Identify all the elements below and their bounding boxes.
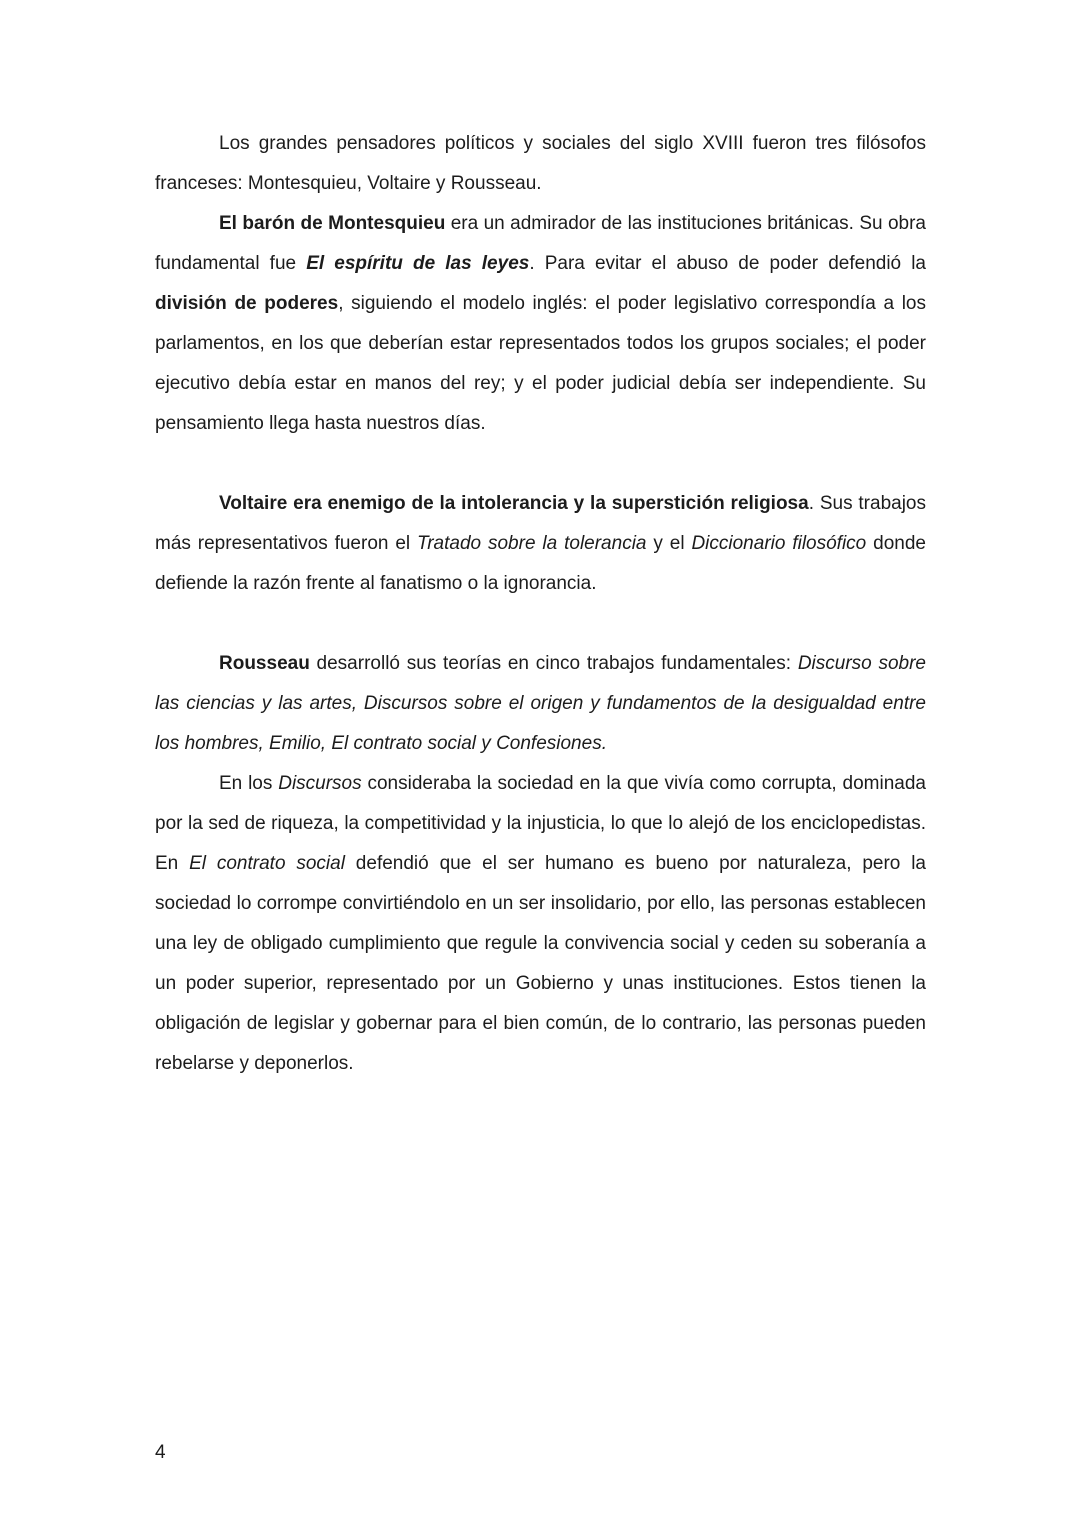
voltaire-heading: Voltaire era enemigo de la intolerancia y la superstición religiosa: [219, 493, 809, 514]
voltaire-text-1: . Sus trabajos más representativos fueron el: [155, 493, 926, 554]
discursos-text-0: En los: [219, 773, 279, 794]
paragraph-intro: [155, 124, 926, 204]
montesquieu-text-2: . Para evitar el abuso de poder defendió la: [529, 253, 927, 274]
document-body: [155, 124, 926, 1084]
rousseau-heading: Rousseau: [219, 653, 310, 674]
rousseau-works-list: Discurso sobre las ciencias y las artes, Discursos sobre el origen y fundamentos de la desigualdad entre los hombres, Emilio, El contrato social y Confesiones.: [155, 653, 926, 754]
voltaire-work-2: Diccionario filosófico: [691, 533, 867, 554]
discursos-text-1: consideraba la sociedad en la que vivía como corrupta, dominada por la sed de riqueza, la competitividad y la injusticia, lo que lo alejó de los enciclopedistas. En: [155, 773, 926, 874]
rousseau-text-1: desarrolló sus teorías en cinco trabajos fundamentales:: [309, 653, 798, 674]
paragraph-spacer: [155, 444, 926, 484]
montesquieu-heading: El barón de Montesquieu: [219, 213, 446, 234]
montesquieu-text-3: , siguiendo el modelo inglés: el poder legislativo correspondía a los parlamentos, en los que deberían estar representados todos los grupos sociales; el poder ejecutivo debía estar en manos del rey; y el poder judicial debía ser independiente. Su pensamiento llega hasta nuestros días.: [155, 293, 926, 434]
paragraph-montesquieu: [155, 204, 926, 444]
paragraph-rousseau: [155, 644, 926, 764]
discursos-work-1: Discursos: [278, 773, 362, 794]
discursos-work-2: El contrato social: [189, 853, 345, 874]
paragraph-intro-text: Los grandes pensadores políticos y sociales del siglo XVIII fueron tres filósofos franceses: Montesquieu, Voltaire y Rousseau.: [155, 133, 926, 194]
division-de-poderes-term: división de poderes: [155, 293, 339, 314]
montesquieu-work-title: El espíritu de las leyes: [306, 253, 530, 274]
voltaire-work-1: Tratado sobre la tolerancia: [417, 533, 647, 554]
voltaire-text-3: donde defiende la razón frente al fanatismo o la ignorancia.: [155, 533, 926, 594]
page-number: 4: [155, 1442, 166, 1463]
discursos-text-2: defendió que el ser humano es bueno por naturaleza, pero la sociedad lo corrompe convirtiéndolo en un ser insolidario, por ello, las personas establecen una ley de obligado cumplimiento que regule la convivencia social y ceden su soberanía a un poder superior, representado por un Gobierno y unas instituciones. Estos tienen la obligación de legislar y gobernar para el bien común, de lo contrario, las personas pueden rebelarse y deponerlos.: [155, 853, 926, 1074]
voltaire-text-2: y el: [646, 533, 692, 554]
paragraph-spacer: [155, 604, 926, 644]
paragraph-voltaire: [155, 484, 926, 604]
montesquieu-text-1: era un admirador de las instituciones británicas. Su obra fundamental fue: [155, 213, 927, 274]
paragraph-discursos: [155, 764, 926, 1084]
